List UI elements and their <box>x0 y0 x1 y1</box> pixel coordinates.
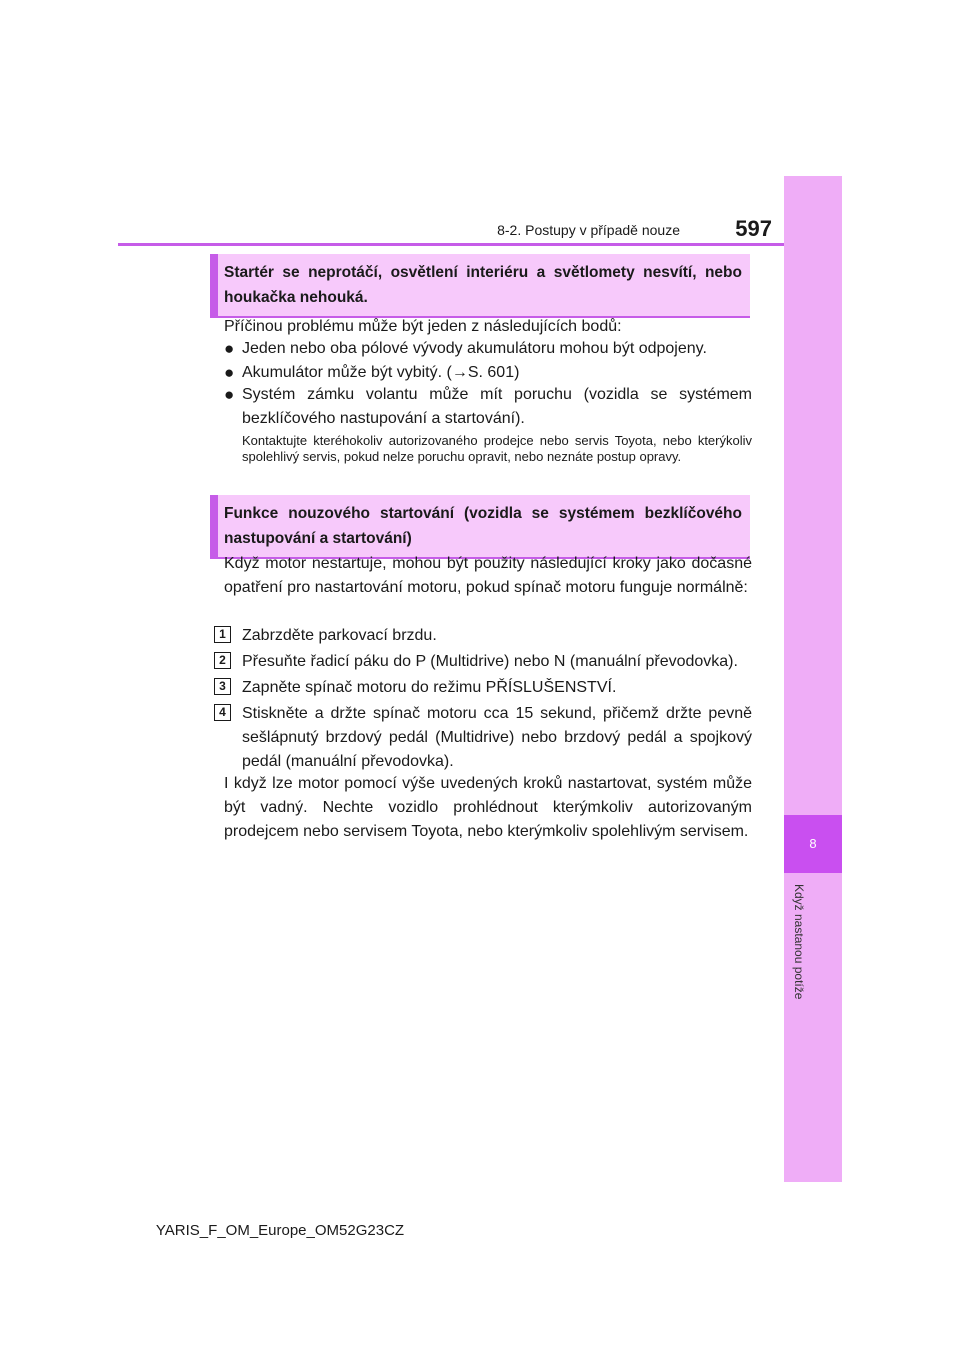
step-number: 3 <box>214 678 231 695</box>
bullet-text: Systém zámku volantu může mít poruchu (vozidla se systémem bezklíčového nastupování a startování). <box>242 386 752 427</box>
list-item <box>224 361 752 385</box>
bullet-text: Akumulátor může být vybitý. (→S. 601) <box>242 364 520 381</box>
section-heading-emergency-start: Funkce nouzového startování (vozidla se systémem bezklíčového nastupování a startování) <box>210 495 750 559</box>
section-heading-starter: Startér se neprotáčí, osvětlení interiéru a světlomety nesvítí, nebo houkačka nehouká. <box>210 254 750 318</box>
step-number: 2 <box>214 652 231 669</box>
section2-intro: Když motor nestartuje, mohou být použity následující kroky jako dočasné opatření pro nastartování motoru, pokud spínač motoru funguje normálně: <box>224 555 752 596</box>
step-number: 1 <box>214 626 231 643</box>
section-title: 8-2. Postupy v případě nouze <box>497 222 680 238</box>
chapter-tab <box>784 176 842 1182</box>
bullet-icon: ● <box>224 385 235 404</box>
step-item <box>214 702 752 774</box>
page-number: 597 <box>735 216 772 241</box>
bullet-icon: ● <box>224 363 235 382</box>
chapter-title: Když nastanou potíže <box>792 884 806 1000</box>
step-number: 4 <box>214 704 231 721</box>
step-text: Přesuňte řadicí páku do P (Multidrive) nebo N (manuální převodovka). <box>242 653 738 670</box>
step-text: Zabrzděte parkovací brzdu. <box>242 627 437 644</box>
step-item <box>214 676 752 700</box>
list-item <box>224 383 752 431</box>
step-item <box>214 624 752 648</box>
bullet-icon: ● <box>224 339 235 358</box>
bullet-text: Jeden nebo oba pólové vývody akumulátoru mohou být odpojeny. <box>242 340 707 357</box>
step-item <box>214 650 752 674</box>
document-code: YARIS_F_OM_Europe_OM52G23CZ <box>155 1222 405 1239</box>
section2-closing: I když lze motor pomocí výše uvedených kroků nastartovat, systém může být vadný. Nechte vozidlo prohlédnout kterýmkoliv autorizovaným prodejcem nebo servisem Toyota, nebo kterýmkoliv spolehlivým servisem. <box>224 775 752 840</box>
section1-note: Kontaktujte kteréhokoliv autorizovaného prodejce nebo servis Toyota, nebo kterýkoliv spolehlivý servis, pokud nelze poruchu opravit, nebo neznáte postup opravy. <box>242 433 752 464</box>
header-rule <box>118 243 784 246</box>
section1-intro: Příčinou problému může být jeden z následujících bodů: <box>224 318 622 335</box>
chapter-number: 8 <box>809 836 817 851</box>
step-text: Stiskněte a držte spínač motoru cca 15 sekund, přičemž držte pevně sešlápnutý brzdový pedál (Multidrive) nebo brzdový pedál a spojkový pedál (manuální převodovka). <box>242 705 752 770</box>
step-text: Zapněte spínač motoru do režimu PŘÍSLUŠENSTVÍ. <box>242 679 617 696</box>
list-item <box>224 337 752 361</box>
